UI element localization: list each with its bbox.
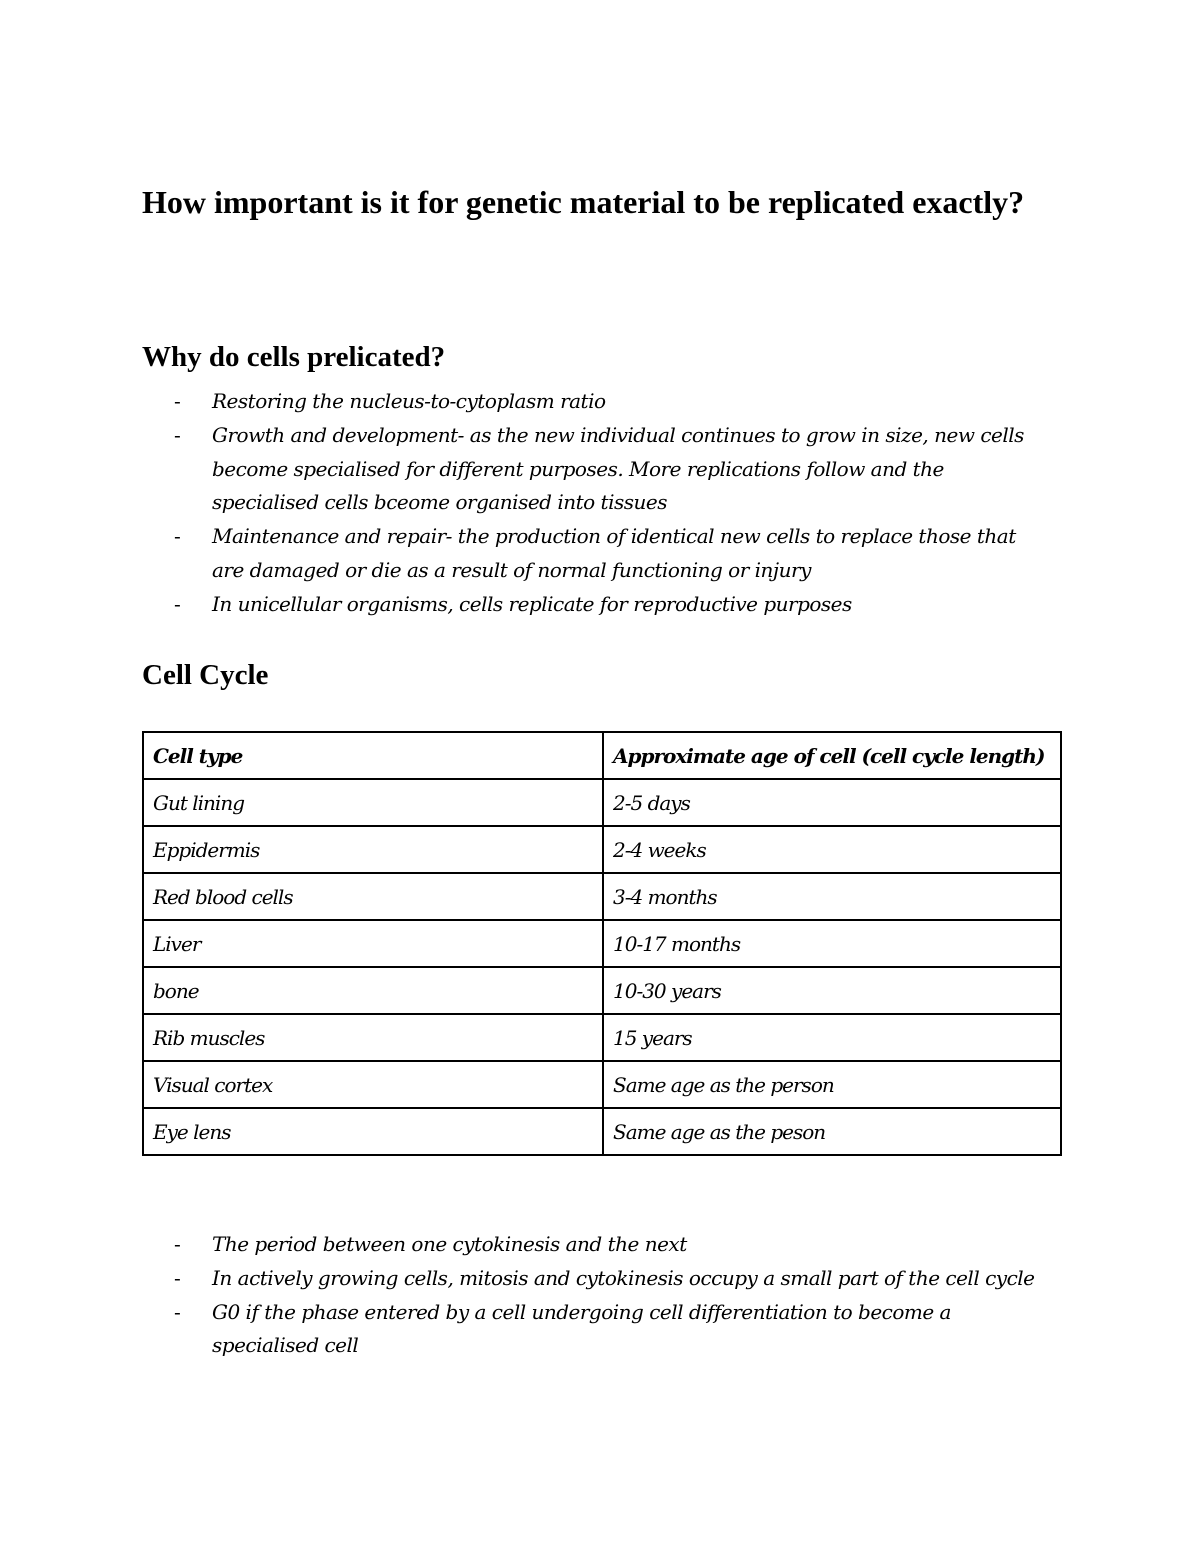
- table-cell-age: 2-5 days: [603, 779, 1061, 826]
- page-title: How important is it for genetic material to be replicated exactly?: [142, 184, 1025, 220]
- list-item-text: G0 if the phase entered by a cell undergoing cell differentiation to become a specialised cell: [212, 1299, 951, 1358]
- list-item: [142, 520, 1042, 588]
- table-cell-type: Rib muscles: [143, 1014, 603, 1061]
- bullet-dash: -: [174, 389, 181, 413]
- table-row: [143, 1108, 1061, 1155]
- table-cell-type: Visual cortex: [143, 1061, 603, 1108]
- table-cell-age: 2-4 weeks: [603, 826, 1061, 873]
- table-cell-type: Liver: [143, 920, 603, 967]
- list-item-text: Growth and development- as the new individual continues to grow in size, new cells become specialised for different purposes. More replications follow and the specialised cells bceome organised into tissues: [212, 422, 1024, 515]
- table-cell-age: 15 years: [603, 1014, 1061, 1061]
- table-row: [143, 967, 1061, 1014]
- table-cell-type: Gut lining: [143, 779, 603, 826]
- why-bullet-list: [142, 385, 1042, 622]
- list-item: [142, 1228, 1042, 1262]
- column-header-cell-age: Approximate age of cell (cell cycle length): [603, 732, 1061, 779]
- table-row: [143, 920, 1061, 967]
- table-cell-type: Eye lens: [143, 1108, 603, 1155]
- bullet-dash: -: [174, 1232, 181, 1256]
- table-cell-age: 3-4 months: [603, 873, 1061, 920]
- list-item-text: In actively growing cells, mitosis and cytokinesis occupy a small part of the cell cycle: [212, 1265, 1035, 1290]
- table-cell-age: Same age as the person: [603, 1061, 1061, 1108]
- bullet-dash: -: [174, 1265, 181, 1290]
- table-cell-type: Red blood cells: [143, 873, 603, 920]
- table-row: [143, 826, 1061, 873]
- bullet-dash: -: [174, 524, 181, 549]
- table-cell-age: 10-17 months: [603, 920, 1061, 967]
- section-heading-why: Why do cells prelicated?: [142, 341, 446, 373]
- table-row: [143, 1061, 1061, 1108]
- table-header-row: [143, 732, 1061, 779]
- list-item-text: In unicellular organisms, cells replicate for reproductive purposes: [212, 591, 852, 616]
- list-item: [142, 385, 1042, 419]
- cell-age-table: [142, 731, 1062, 1156]
- cell-cycle-bullet-list: [142, 1228, 1042, 1363]
- list-item-text: The period between one cytokinesis and the next: [212, 1232, 687, 1256]
- bullet-dash: -: [174, 591, 181, 616]
- bullet-dash: -: [174, 1299, 181, 1324]
- column-header-cell-type: Cell type: [143, 732, 603, 779]
- list-item: [142, 1262, 1042, 1296]
- table-cell-age: Same age as the peson: [603, 1108, 1061, 1155]
- list-item: [142, 1296, 1042, 1364]
- table-row: [143, 873, 1061, 920]
- table-cell-age: 10-30 years: [603, 967, 1061, 1014]
- list-item-text: Restoring the nucleus-to-cytoplasm ratio: [212, 389, 606, 413]
- list-item: [142, 419, 1042, 520]
- section-heading-cell-cycle: Cell Cycle: [142, 659, 269, 691]
- table-cell-type: Eppidermis: [143, 826, 603, 873]
- list-item-text: Maintenance and repair- the production of identical new cells to replace those that are damaged or die as a result of normal functioning or injury: [212, 524, 1016, 582]
- table-row: [143, 779, 1061, 826]
- bullet-dash: -: [174, 422, 181, 447]
- table-row: [143, 1014, 1061, 1061]
- table-cell-type: bone: [143, 967, 603, 1014]
- list-item: [142, 588, 1042, 622]
